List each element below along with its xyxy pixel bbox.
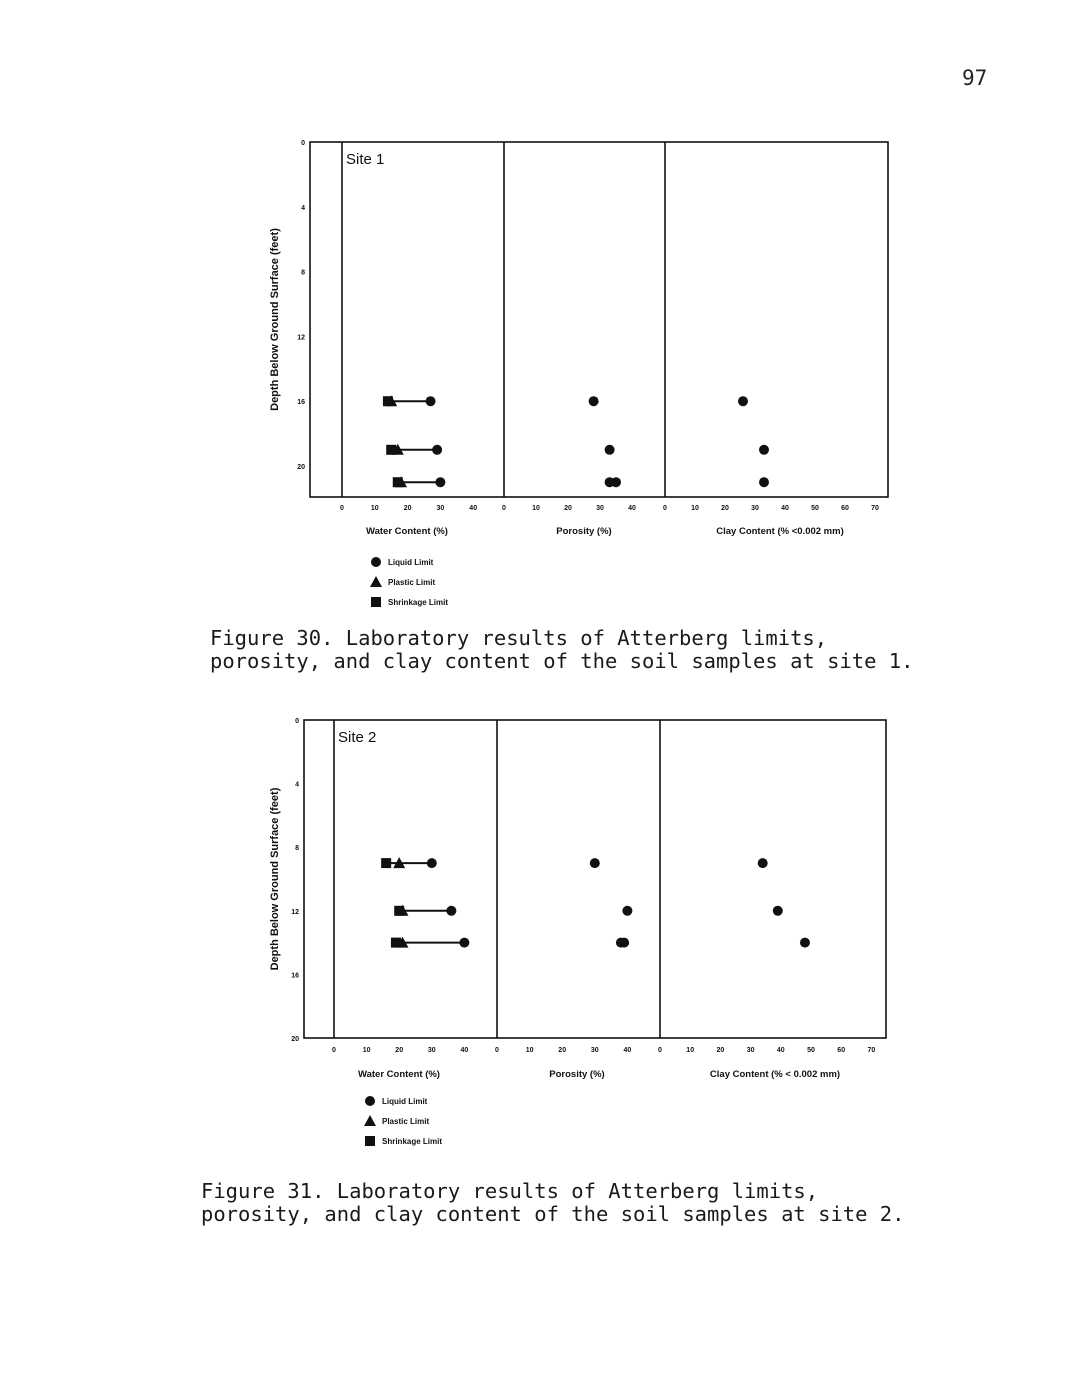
- panel-3: [663, 396, 879, 537]
- page-number: 97: [962, 66, 988, 90]
- x-tick-label: 10: [362, 1047, 371, 1054]
- y-tick-label: 12: [291, 908, 299, 916]
- x-tick-label: 10: [370, 505, 379, 512]
- y-tick-label: 8: [295, 845, 299, 853]
- x-tick-label: 0: [658, 1047, 662, 1054]
- legend-plastic-limit-text: Plastic Limit: [382, 1117, 430, 1126]
- data-point-circle: [622, 906, 632, 916]
- y-tick-label: 4: [295, 781, 299, 789]
- x-tick-label: 40: [781, 505, 789, 512]
- legend-liquid-limit-text: Liquid Limit: [388, 558, 434, 567]
- legend-shrinkage-limit-marker: [365, 1136, 375, 1146]
- data-point-circle: [590, 858, 600, 868]
- x-tick-label: 0: [495, 1047, 499, 1054]
- legend: [364, 1096, 442, 1146]
- data-point-square: [383, 396, 393, 406]
- x-tick-label: 10: [532, 505, 540, 512]
- y-axis-label: Depth Below Ground Surface (feet): [269, 787, 281, 971]
- x-tick-label: 30: [590, 1047, 599, 1054]
- x-tick-label: 0: [663, 505, 667, 512]
- legend-liquid-limit-text: Liquid Limit: [382, 1097, 428, 1106]
- x-tick-label: 0: [502, 505, 506, 512]
- x-tick-label: 0: [340, 505, 344, 512]
- data-point-square: [391, 938, 401, 948]
- x-tick-label: 40: [776, 1047, 785, 1054]
- data-point-circle: [427, 858, 437, 868]
- data-point-circle: [759, 477, 769, 487]
- x-tick-label: 30: [596, 505, 604, 512]
- panel-2: [502, 396, 636, 537]
- x-tick-label: 60: [841, 505, 849, 512]
- data-point-circle: [435, 477, 445, 487]
- data-point-circle: [605, 445, 615, 455]
- x-tick-label: 0: [332, 1047, 336, 1054]
- legend-shrinkage-limit-marker: [371, 597, 381, 607]
- panel-2: [495, 858, 632, 1080]
- legend-liquid-limit-marker: [365, 1096, 375, 1106]
- data-point-circle: [446, 906, 456, 916]
- caption-line-1: Figure 31. Laboratory results of Atterberg limits,: [201, 1179, 819, 1203]
- data-point-square: [394, 906, 404, 916]
- x-tick-label: 10: [691, 505, 699, 512]
- x-axis-label: Clay Content (% < 0.002 mm): [709, 1069, 841, 1080]
- data-point-square: [386, 445, 396, 455]
- x-tick-label: 30: [427, 1047, 436, 1054]
- data-point-circle: [616, 938, 626, 948]
- x-tick-label: 10: [686, 1047, 695, 1054]
- x-axis-label: Water Content (%): [366, 526, 448, 537]
- x-tick-label: 30: [436, 505, 445, 512]
- y-tick-label: 0: [295, 718, 299, 725]
- y-axis-label: Depth Below Ground Surface (feet): [269, 228, 281, 411]
- legend-plastic-limit-marker: [364, 1115, 376, 1126]
- data-point-square: [393, 477, 403, 487]
- x-axis-label: Clay Content (% <0.002 mm): [716, 526, 844, 537]
- data-point-circle: [773, 906, 783, 916]
- x-tick-label: 10: [525, 1047, 534, 1054]
- x-tick-label: 20: [721, 505, 729, 512]
- x-tick-label: 20: [395, 1047, 404, 1054]
- legend: [370, 557, 448, 607]
- data-point-circle: [426, 396, 436, 406]
- figure-31-caption: [201, 1180, 905, 1226]
- x-tick-label: 30: [751, 505, 759, 512]
- y-tick-label: 0: [301, 140, 305, 147]
- x-tick-label: 50: [811, 505, 819, 512]
- caption-line-2: porosity, and clay content of the soil samples at site 2.: [201, 1202, 905, 1226]
- y-tick-label: 4: [301, 204, 305, 212]
- legend-plastic-limit-text: Plastic Limit: [388, 578, 436, 587]
- site-label: Site 2: [338, 729, 377, 746]
- x-tick-label: 70: [867, 1047, 876, 1054]
- figure-31-chart: [0, 708, 1072, 1153]
- y-tick-label: 16: [291, 972, 299, 980]
- legend-plastic-limit-marker: [370, 576, 382, 587]
- caption-line-1: Figure 30. Laboratory results of Atterberg limits,: [210, 626, 828, 650]
- data-point-circle: [432, 445, 442, 455]
- legend-shrinkage-limit-text: Shrinkage Limit: [382, 1137, 443, 1146]
- x-tick-label: 20: [716, 1047, 725, 1054]
- figure-30-caption: [210, 627, 914, 673]
- data-point-circle: [611, 477, 621, 487]
- x-axis-label: Porosity (%): [556, 526, 612, 537]
- x-tick-label: 60: [837, 1047, 846, 1054]
- panel-1: [332, 857, 469, 1080]
- x-tick-label: 20: [564, 505, 572, 512]
- x-tick-label: 30: [746, 1047, 755, 1054]
- data-point-circle: [589, 396, 599, 406]
- data-point-circle: [758, 858, 768, 868]
- data-point-circle: [800, 938, 810, 948]
- x-axis-label: Water Content (%): [358, 1069, 440, 1080]
- y-tick-label: 12: [297, 334, 305, 342]
- panel-3: [658, 858, 875, 1080]
- y-tick-label: 20: [291, 1036, 299, 1043]
- legend-liquid-limit-marker: [371, 557, 381, 567]
- x-tick-label: 40: [460, 1047, 469, 1054]
- plot-frame: [304, 720, 886, 1038]
- y-tick-label: 8: [301, 269, 305, 277]
- data-point-square: [381, 858, 391, 868]
- panel-1: [340, 395, 477, 537]
- data-point-circle: [738, 396, 748, 406]
- y-tick-label: 20: [297, 464, 305, 471]
- caption-line-2: porosity, and clay content of the soil samples at site 1.: [210, 649, 914, 673]
- data-point-circle: [459, 938, 469, 948]
- x-tick-label: 20: [403, 505, 412, 512]
- x-tick-label: 70: [871, 505, 879, 512]
- x-axis-label: Porosity (%): [549, 1069, 605, 1080]
- x-tick-label: 20: [558, 1047, 567, 1054]
- x-tick-label: 40: [623, 1047, 632, 1054]
- figure-30-chart: [0, 130, 1072, 615]
- data-point-circle: [759, 445, 769, 455]
- site-label: Site 1: [346, 151, 385, 168]
- legend-shrinkage-limit-text: Shrinkage Limit: [388, 598, 449, 607]
- y-tick-label: 16: [297, 399, 305, 407]
- x-tick-label: 40: [469, 505, 478, 512]
- x-tick-label: 50: [807, 1047, 815, 1054]
- plot-frame: [310, 142, 888, 497]
- x-tick-label: 40: [628, 505, 636, 512]
